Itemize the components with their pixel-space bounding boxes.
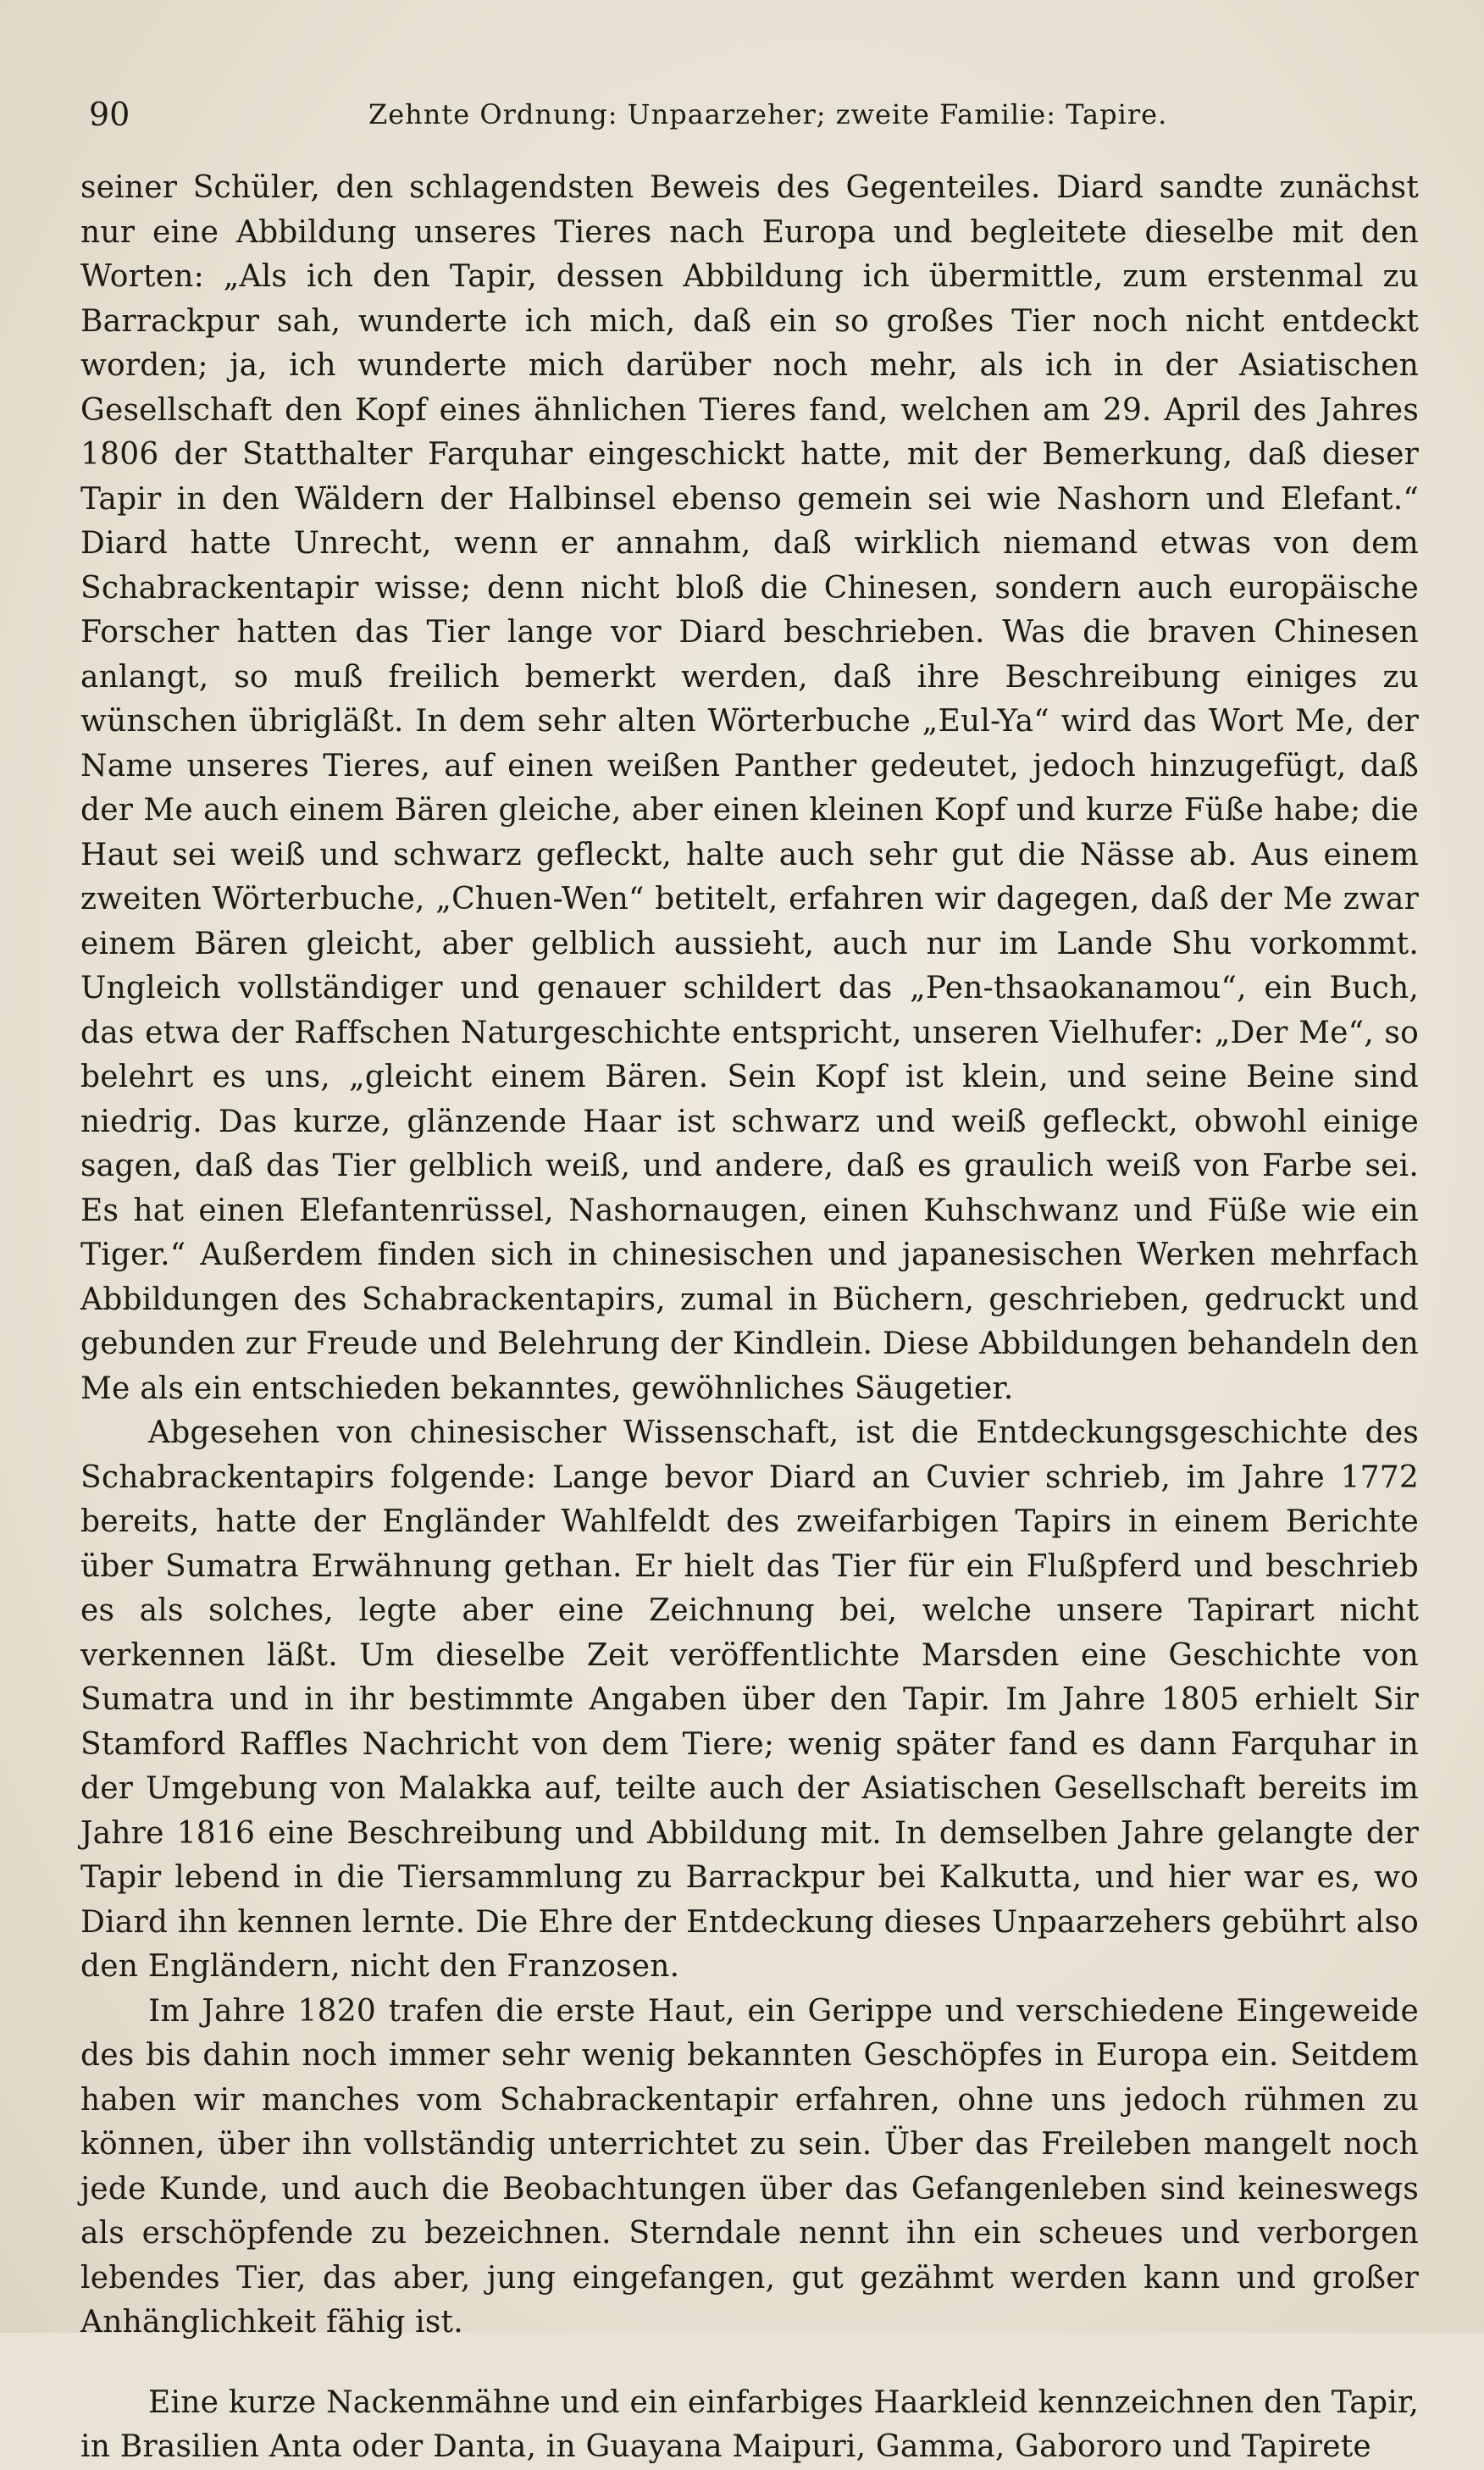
- paragraph: Abgesehen von chinesischer Wissenschaft, ist die Entdeckungsgeschichte des Schabrackentapirs folgende: Lange bevor Diard an Cuvier schrieb, im Jahre 1772 bereits, hatte der Engländer Wahlfeldt des zweifarbigen Tapirs in einem Berichte über Sumatra Erwähnung gethan. Er hielt das Tier für ein Flußpferd und beschrieb es als solches, legte aber eine Zeichnung bei, welche unsere Tapirart nicht verkennen läßt. Um dieselbe Zeit veröffentlichte Marsden eine Geschichte von Sumatra und in ihr bestimmte Angaben über den Tapir. Im Jahre 1805 erhielt Sir Stamford Raffles Nachricht von dem Tiere; wenig später fand es dann Farquhar in der Umgebung von Malakka auf, teilte auch der Asiatischen Gesellschaft bereits im Jahre 1816 eine Beschreibung und Abbildung mit. In demselben Jahre gelangte der Tapir lebend in die Tiersammlung zu Barrackpur bei Kalkutta, und hier war es, wo Diard ihn kennen lernte. Die Ehre der Entdeckung dieses Unpaarzehers gebührt also den Engländern, nicht den Franzosen.: [80, 1415, 1419, 1984]
- body-text: [80, 166, 1419, 2470]
- paragraph: Im Jahre 1820 trafen die erste Haut, ein Gerippe und verschiedene Eingeweide des bis dahin noch immer sehr wenig bekannten Geschöpfes in Europa ein. Seitdem haben wir manches vom Schabrackentapir erfahren, ohne uns jedoch rühmen zu können, über ihn vollständig unterrichtet zu sein. Über das Freileben mangelt noch jede Kunde, und auch die Beobachtungen über das Gefangenleben sind keineswegs als erschöpfende zu bezeichnen. Sterndale nennt ihn ein scheues und verborgen lebendes Tier, das aber, jung eingefangen, gut gezähmt werden kann und großer Anhänglichkeit fähig ist.: [80, 1993, 1419, 2340]
- page-header: [80, 93, 1402, 136]
- paragraph: seiner Schüler, den schlagendsten Beweis des Gegenteiles. Diard sandte zunächst nur eine Abbildung unseres Tieres nach Europa und begleitete dieselbe mit den Worten: „Als ich den Tapir, dessen Abbildung ich übermittle, zum erstenmal zu Barrackpur sah, wunderte ich mich, daß ein so großes Tier noch nicht entdeckt worden; ja, ich wunderte mich darüber noch mehr, als ich in der Asiatischen Gesellschaft den Kopf eines ähnlichen Tieres fand, welchen am 29. April des Jahres 1806 der Statthalter Farquhar eingeschickt hatte, mit der Bemerkung, daß dieser Tapir in den Wäldern der Halbinsel ebenso gemein sei wie Nashorn und Elefant.“ Diard hatte Unrecht, wenn er annahm, daß wirklich niemand etwas von dem Schabrackentapir wisse; denn nicht bloß die Chinesen, sondern auch europäische Forscher hatten das Tier lange vor Diard beschrieben. Was die braven Chinesen anlangt, so muß freilich bemerkt werden, daß ihre Beschreibung einiges zu wünschen übrigläßt. In dem sehr alten Wörterbuche „Eul-Ya“ wird das Wort Me, der Name unseres Tieres, auf einen weißen Panther gedeutet, jedoch hinzugefügt, daß der Me auch einem Bären gleiche, aber einen kleinen Kopf und kurze Füße habe; die Haut sei weiß und schwarz gefleckt, halte auch sehr gut die Nässe ab. Aus einem zweiten Wörterbuche, „Chuen-Wen“ betitelt, erfahren wir dagegen, daß der Me zwar einem Bären gleicht, aber gelblich aussieht, auch nur im Lande Shu vorkommt. Ungleich vollständiger und genauer schildert das „Pen-thsaokanamou“, ein Buch, das etwa der Raffschen Naturgeschichte entspricht, unseren Vielhufer: „Der Me“, so belehrt es uns, „gleicht einem Bären. Sein Kopf ist klein, und seine Beine sind niedrig. Das kurze, glänzende Haar ist schwarz und weiß gefleckt, obwohl einige sagen, daß das Tier gelblich weiß, und andere, daß es graulich weiß von Farbe sei. Es hat einen Elefantenrüssel, Nashornaugen, einen Kuhschwanz und Füße wie ein Tiger.“ Außerdem finden sich in chinesischen und japanesischen Werken mehrfach Abbildungen des Schabrackentapirs, zumal in Büchern, geschrieben, gedruckt und gebunden zur Freude und Belehrung der Kindlein. Diese Abbildungen behandeln den Me als ein entschieden bekanntes, gewöhnliches Säugetier.: [80, 170, 1419, 1406]
- paragraph: Eine kurze Nackenmähne und ein einfarbiges Haarkleid kennzeichnen den Tapir, in Brasilien Anta oder Danta, in Guayana Maipuri, Gamma, Gabororo und Tapirete: [80, 2384, 1419, 2464]
- page-number: 90: [89, 96, 130, 133]
- running-head: Zehnte Ordnung: Unpaarzeher; zweite Familie: Tapire.: [368, 98, 1168, 130]
